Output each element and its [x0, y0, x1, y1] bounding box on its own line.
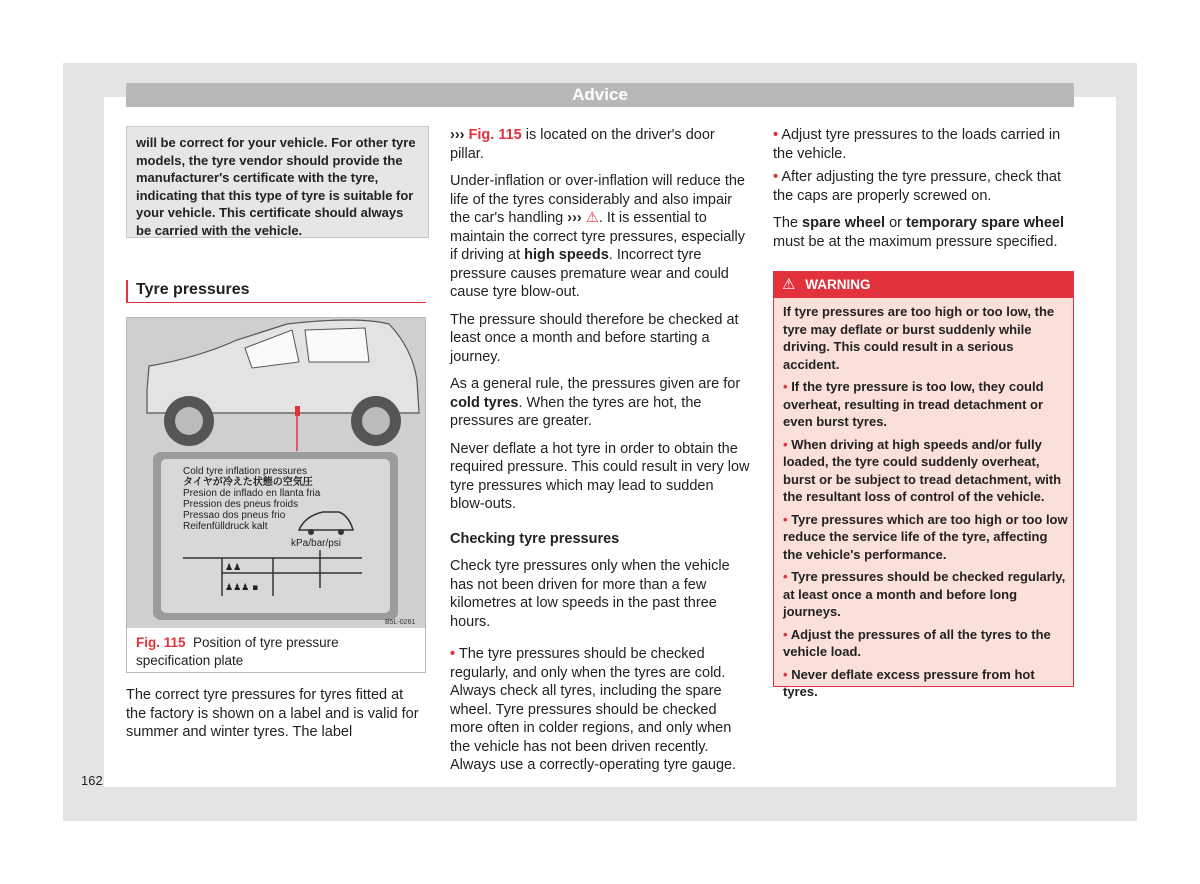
car-rear-window: [305, 328, 369, 362]
page-number: 162: [81, 773, 103, 788]
paragraph-hot-tyre: Never deflate a hot tyre in order to obtain the required pressure. This could result in very low tyre pressures which may lead to sudden blow-outs.: [450, 440, 750, 512]
warning-triangle-icon: ⚠: [782, 276, 796, 293]
middle-column: [450, 126, 750, 784]
plate-units: kPa/bar/psi: [291, 538, 342, 549]
plate-full-load-icon: ♟♟♟ ▪: [225, 583, 259, 593]
continued-note-box: will be correct for your vehicle. For other tyre models, the tyre vendor should provide the manufacturer's certificate with the tyre, indicating that this type of tyre is suitable for your vehicle. This certificate should always be carried with the vehicle.: [126, 126, 429, 238]
warning-triangle-icon[interactable]: ⚠: [585, 210, 599, 226]
warning-intro: If tyre pressures are too high or too low, the tyre may deflate or burst suddenly while driving. This could result in a serious accident.: [783, 304, 1055, 372]
left-paragraph: [126, 686, 426, 751]
figure-115: [126, 317, 426, 673]
warning-title: WARNING: [805, 277, 871, 292]
paragraph-cold-tyres: As a general rule, the pressures given are for cold tyres. When the tyres are hot, the pressures are greater.: [450, 376, 741, 429]
plate-line-2: タイヤが冷えた状態の空気圧: [183, 477, 313, 488]
paragraph-check-conditions: Check tyre pressures only when the vehicle has not been driven for more than a few kilometres at low speeds in the past three hours.: [450, 558, 730, 630]
bullet-icon: •: [450, 646, 456, 662]
plate-line-3: Presion de inflado en llanta fria: [183, 488, 321, 499]
warning-item: • When driving at high speeds and/or fully loaded, the tyre could suddenly overheat, burst or be subject to tread detachment, with the resultant loss of control of the vehicle.: [783, 436, 1062, 504]
plate-line-1: Cold tyre inflation pressures: [183, 466, 307, 477]
front-wheel-hub: [175, 407, 203, 435]
plate-two-person-icon: ♟♟: [225, 563, 242, 573]
intro-paragraph: The correct tyre pressures for tyres fitted at the factory is shown on a label and is valid for summer and winter tyres. The label: [126, 687, 419, 740]
paragraph-check-frequency: The pressure should therefore be checked at least once a month and before starting a journey.: [450, 311, 739, 365]
bullet-paragraph: • The tyre pressures should be checked regularly, and only when the tyres are cold. Always check all tyres, including the spare wheel. Tyre pressures should be checked more often in colder regions, and only when the vehicle has not been driven recently. Always use a correctly-operating tyre gauge.: [450, 646, 737, 773]
plate-line-6: Reifenfülldruck kalt: [183, 521, 268, 532]
bullet-icon: •: [773, 127, 779, 143]
warning-item: • Tyre pressures which are too high or too low reduce the service life of the tyre, affecting the vehicle's performance.: [783, 511, 1068, 562]
paragraph-fig-location: ››› Fig. 115 is located on the driver's door pillar.: [450, 127, 715, 162]
figure-code: B5L-0261: [385, 619, 416, 626]
plate-line-5: Pressao dos pneus frio: [183, 510, 286, 521]
reference-arrow-icon: ›››: [450, 127, 465, 143]
figure-caption-text: Position of tyre pressure specification plate: [136, 635, 339, 668]
subheading-checking: Checking tyre pressures: [450, 530, 620, 547]
warning-item: • Adjust the pressures of all the tyres to the vehicle load.: [783, 626, 1051, 659]
warning-item: • Tyre pressures should be checked regularly, at least once a month and before long journeys.: [783, 569, 1066, 619]
bullet-adjust: • Adjust tyre pressures to the loads carried in the vehicle.: [773, 127, 1061, 162]
paragraph-spare-wheel: The spare wheel or temporary spare wheel must be at the maximum pressure specified.: [773, 215, 1064, 250]
warning-item: • Never deflate excess pressure from hot tyres.: [783, 666, 1035, 699]
bullet-caps: • After adjusting the tyre pressure, check that the caps are properly screwed on.: [773, 169, 1061, 204]
figure-number: Fig. 115: [136, 635, 186, 650]
section-accent-bar: [126, 280, 128, 302]
plate-line-4: Pression des pneus froids: [183, 499, 299, 510]
section-heading: [126, 280, 426, 303]
rear-wheel-hub: [362, 407, 390, 435]
warning-header: [774, 272, 1073, 298]
warning-body: [783, 303, 1068, 706]
section-title: Tyre pressures: [136, 281, 250, 298]
page-header: Advice: [126, 83, 1074, 107]
warning-box: [773, 271, 1074, 699]
plate-location-marker: [295, 406, 300, 416]
warning-reference-arrow-icon: ›››: [567, 210, 582, 226]
plate-label-text: [183, 466, 383, 532]
figure-reference-link[interactable]: Fig. 115: [468, 127, 522, 143]
right-column: [773, 126, 1076, 260]
figure-caption: [136, 634, 416, 669]
bullet-icon: •: [773, 169, 779, 185]
paragraph-inflation: Under-inflation or over-inflation will reduce the life of the tyres considerably and also impair the car's handling ››› ⚠. It is essential to maintain the correct tyre pressures, especially if driving at high speeds. Incorrect tyre pressure causes premature wear and could cause tyre blow-out.: [450, 173, 745, 300]
warning-item: • If the tyre pressure is too low, they could overheat, resulting in tread detachment or even burst tyres.: [783, 379, 1044, 429]
